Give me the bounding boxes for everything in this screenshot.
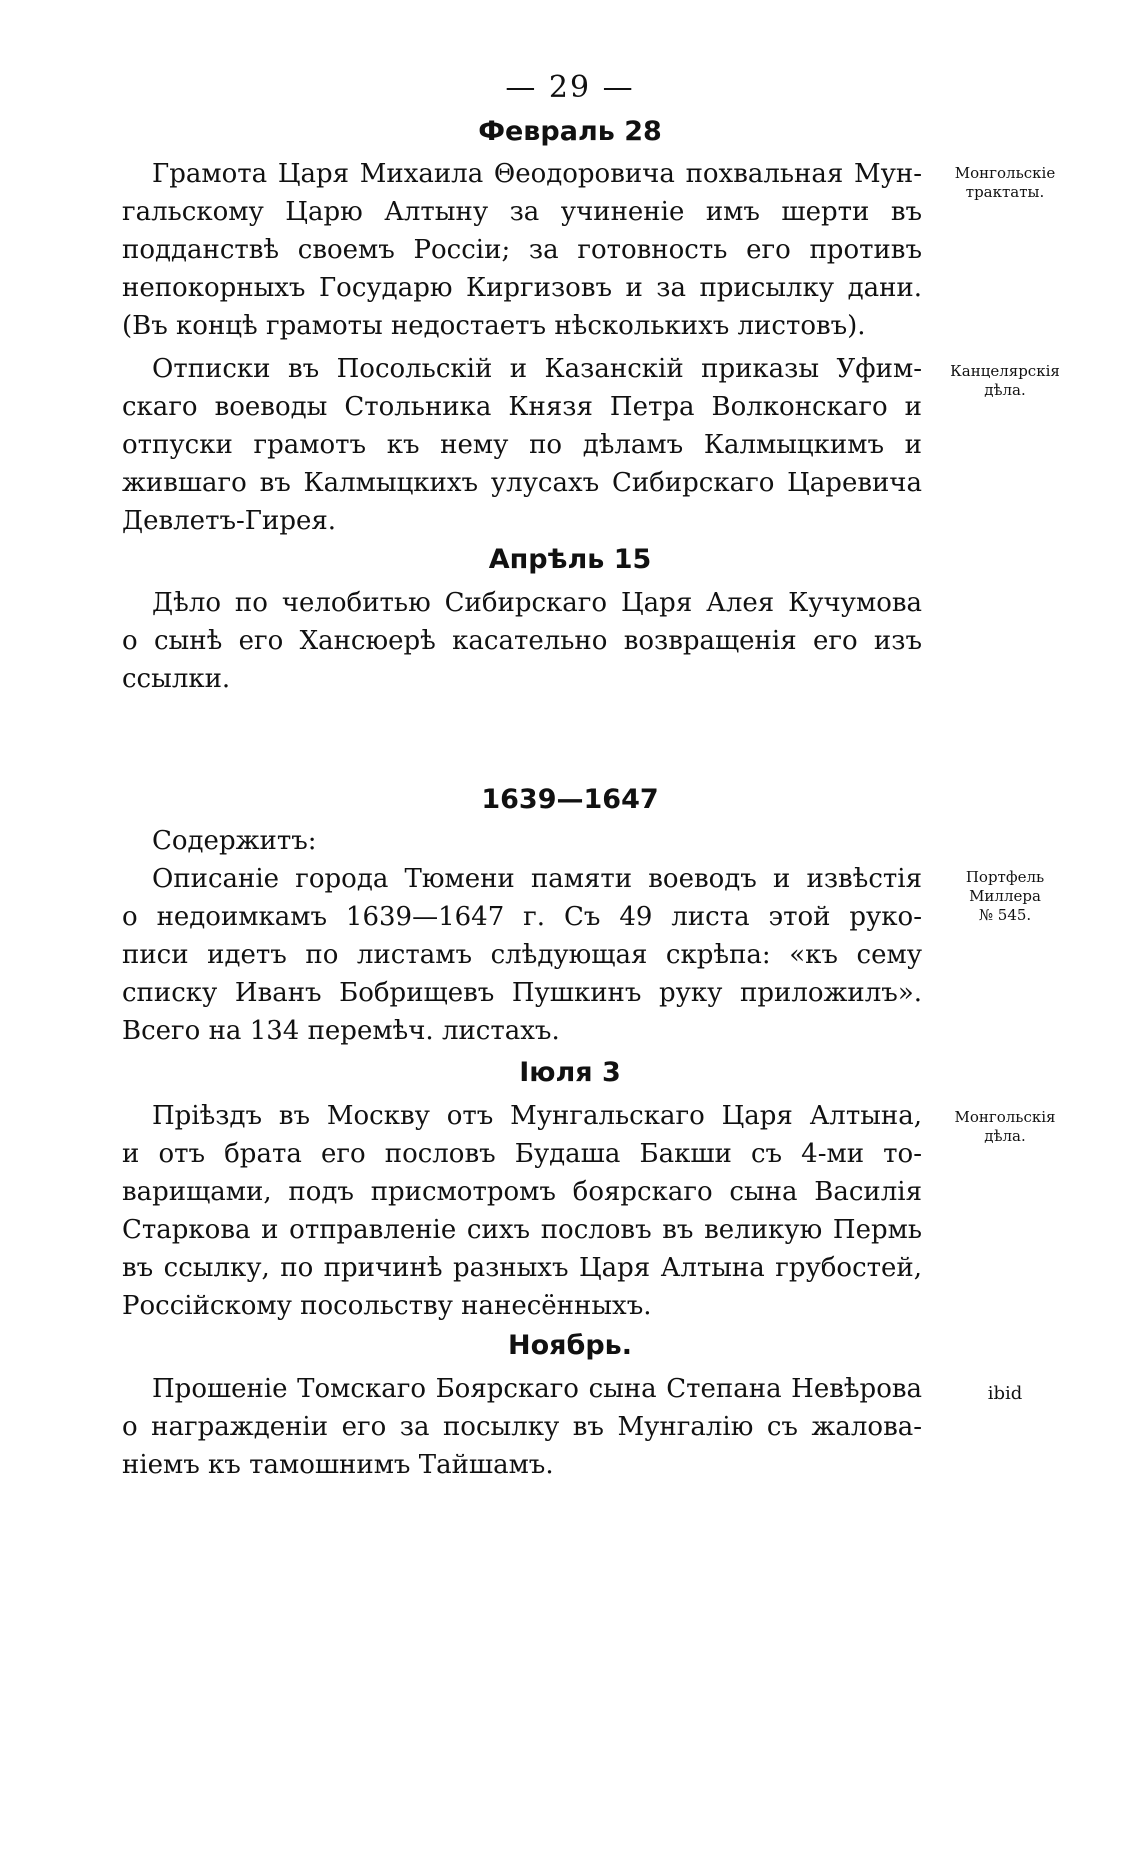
text-line: жившаго въ Калмыцкихъ улусахъ Сибирскаго Царевича — [122, 468, 922, 498]
margin-note: Монгольскія дѣла. — [954, 1108, 1056, 1145]
margin-note: ibid — [987, 1383, 1023, 1404]
text-line: Девлетъ-Гирея. — [122, 506, 337, 536]
entry-tyumen — [122, 822, 922, 1050]
text-line: въ ссылку, по причинѣ разныхъ Царя Алтына грубостей, — [122, 1253, 922, 1283]
text-line: списку Иванъ Бобрищевъ Пушкинъ руку приложилъ». — [122, 978, 922, 1008]
entry-altyn-envoys — [122, 1097, 922, 1325]
text-line: подданствѣ своемъ Россіи; за готовность его противъ — [122, 235, 922, 265]
margin-note: Портфель Миллера № 545. — [965, 868, 1045, 924]
text-line: о награжденіи его за посылку въ Мунгалію съ жалова- — [122, 1412, 922, 1442]
text-line: скаго воеводы Стольника Князя Петра Волконскаго и — [122, 392, 922, 422]
text-line: ніемъ къ тамошнимъ Тайшамъ. — [122, 1450, 554, 1480]
entry-mongol-treaty — [122, 155, 922, 345]
text-line: ссылки. — [122, 664, 231, 694]
text-line: отпуски грамотъ къ нему по дѣламъ Калмыцкимъ и — [122, 430, 922, 460]
text-line: Дѣло по челобитью Сибирскаго Царя Алея Кучумова — [152, 588, 922, 618]
text-line: Описаніе города Тюмени памяти воеводъ и извѣстія — [152, 864, 922, 894]
text-line: Пріѣздъ въ Москву отъ Мунгальскаго Царя Алтына, — [152, 1101, 922, 1131]
text-line: Содержитъ: — [152, 826, 317, 856]
margin-note: Монгольскіе трактаты. — [954, 164, 1056, 201]
section-heading-february: Февраль 28 — [478, 116, 662, 147]
text-line: Всего на 134 перемѣч. листахъ. — [122, 1016, 560, 1046]
entry-nevеrov-petition — [122, 1370, 922, 1484]
section-heading-april: Апрѣль 15 — [488, 544, 652, 575]
text-line: о недоимкамъ 1639—1647 г. Съ 49 листа этой руко- — [122, 902, 922, 932]
section-heading-july: Іюля 3 — [519, 1057, 621, 1088]
text-line: варищами, подъ присмотромъ боярскаго сына Василія — [122, 1177, 922, 1207]
text-line: и отъ брата его пословъ Будаша Бакши съ 4-ми то- — [122, 1139, 922, 1169]
text-line: о сынѣ его Хансюерѣ касательно возвращенія его изъ — [122, 626, 922, 656]
text-line: Прошеніе Томскаго Боярскаго сына Степана Невѣрова — [152, 1374, 922, 1404]
text-line: Россійскому посольству нанесённыхъ. — [122, 1291, 652, 1321]
section-heading-years: 1639—1647 — [481, 784, 659, 815]
section-heading-november: Ноябрь. — [508, 1330, 632, 1361]
text-line: (Въ концѣ грамоты недостаетъ нѣсколькихъ листовъ). — [122, 311, 866, 341]
text-line: Отписки въ Посольскій и Казанскій приказы Уфим- — [152, 354, 922, 384]
entry-ufa-voivode — [122, 350, 922, 540]
margin-note: Канцелярскія дѣла. — [950, 362, 1060, 399]
text-line: писи идетъ по листамъ слѣдующая скрѣпа: «къ сему — [122, 940, 922, 970]
entry-kuchumov — [122, 584, 922, 698]
text-line: непокорныхъ Государю Киргизовъ и за присылку дани. — [122, 273, 922, 303]
text-line: Старкова и отправленіе сихъ пословъ въ великую Пермь — [122, 1215, 922, 1245]
text-line: Грамота Царя Михаила Θеодоровича похвальная Мун- — [152, 159, 922, 189]
text-line: гальскому Царю Алтыну за учиненіе имъ шерти въ — [122, 197, 922, 227]
page-number: — 29 — — [505, 70, 635, 105]
